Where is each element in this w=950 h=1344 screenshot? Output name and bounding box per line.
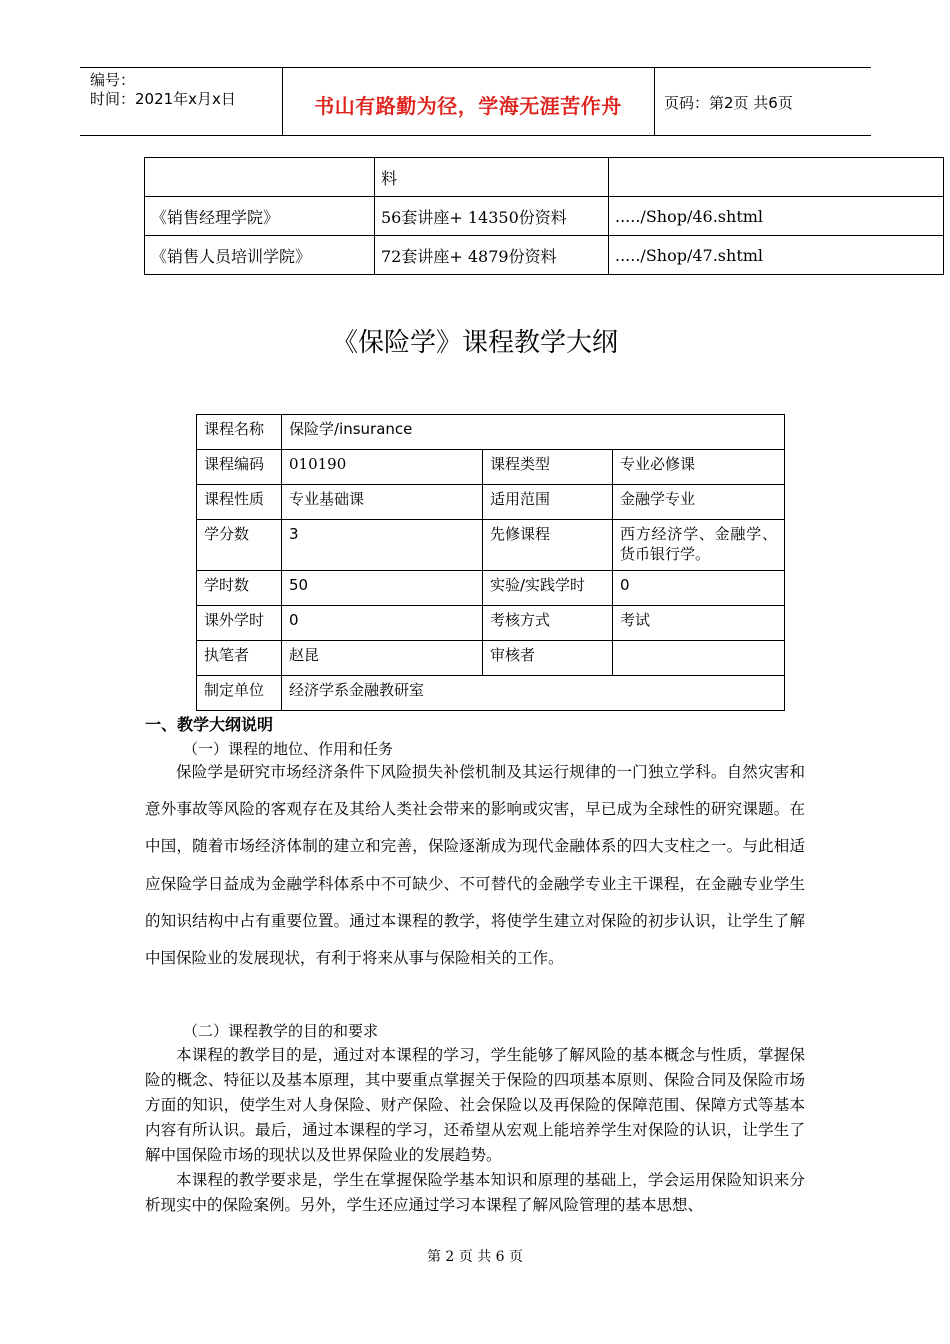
course-lab-value: 0 [613,571,785,606]
header-bottom-rule [80,135,871,136]
course-lab-label: 实验/实践学时 [483,571,613,606]
paragraph-1: 保险学是研究市场经济条件下风险损失补偿机制及其运行规律的一门独立学科。自然灾害和意外事故等风险的客观存在及其给人类社会带来的影响或灾害，早已成为全球性的研究课题。在中国，随着市场经济体制的建立和完善，保险逐渐成为现代金融体系的四大支柱之一。与此相适应保险学日益成为金融学科体系中不可缺少、不可替代的金融学专业主干课程，在金融专业学生的知识结构中占有重要位置。通过本课程的教学，将使学生建立对保险的初步认识，让学生了解中国保险业的发展现状，有利于将来从事与保险相关的工作。 [145,763,805,968]
table-row [197,485,785,520]
course-exam-label: 考核方式 [483,606,613,641]
course-reviewer-label: 审核者 [483,641,613,676]
resource-url[interactable] [609,158,944,197]
resource-desc: 56套讲座+ 14350份资料 [375,197,609,236]
course-credits-label: 学分数 [197,520,282,571]
resource-desc: 72套讲座+ 4879份资料 [375,236,609,275]
course-info-table [196,414,785,711]
table-row [197,520,785,571]
course-code-value: 010190 [282,450,483,485]
table-row [197,676,785,711]
resource-name: 《销售经理学院》 [145,197,375,236]
table-row [145,158,944,197]
course-name-value: 保险学/insurance [282,415,785,450]
resource-name: 《销售人员培训学院》 [145,236,375,275]
subsection-heading-1: （一）课程的地位、作用和任务 [183,740,394,758]
section-heading: 一、教学大纲说明 [145,715,274,734]
table-row [145,197,944,236]
page-footer: 第 2 页 共 6 页 [426,1249,524,1265]
course-unit-value: 经济学系金融教研室 [282,676,785,711]
course-scope-label: 适用范围 [483,485,613,520]
header-top-rule [80,67,871,68]
page-code: 页码：第2页 共6页 [664,94,793,112]
course-nature-label: 课程性质 [197,485,282,520]
table-row [197,450,785,485]
resource-name [145,158,375,197]
course-scope-value: 金融学专业 [613,485,785,520]
course-hours-value: 50 [282,571,483,606]
paragraph-2: 本课程的教学目的是，通过对本课程的学习，学生能够了解风险的基本概念与性质，掌握保险的概念、特征以及基本原理，其中要重点掌握关于保险的四项基本原则、保险合同及保险市场方面的知识，使学生对人身保险、财产保险、社会保险以及再保险的保障范围、保障方式等基本内容有所认识。最后，通过本课程的学习，还希望从宏观上能培养学生对保险的认识，让学生了解中国保险市场的现状以及世界保险业的发展趋势。 [145,1046,805,1164]
table-row [197,641,785,676]
page-title: 《保险学》课程教学大纲 [331,328,618,358]
course-reviewer-value [613,641,785,676]
course-prereq-label: 先修课程 [483,520,613,571]
course-type-label: 课程类型 [483,450,613,485]
course-exam-value: 考试 [613,606,785,641]
course-unit-label: 制定单位 [197,676,282,711]
table-row [145,236,944,275]
course-nature-value: 专业基础课 [282,485,483,520]
header-divider-right [654,67,655,135]
table-row [197,415,785,450]
subsection-heading-2: （二）课程教学的目的和要求 [183,1022,379,1040]
course-author-label: 执笔者 [197,641,282,676]
doc-number-label: 编号： [90,71,136,89]
course-prereq-value: 西方经济学、金融学、货币银行学。 [613,520,785,571]
resource-url[interactable]: ...../Shop/47.shtml [609,236,944,275]
course-code-label: 课程编码 [197,450,282,485]
resource-url[interactable]: ...../Shop/46.shtml [609,197,944,236]
course-extra-label: 课外学时 [197,606,282,641]
course-hours-label: 学时数 [197,571,282,606]
resource-link-table [144,157,944,275]
doc-time-label: 时间：2021年x月x日 [90,90,236,108]
paragraph-3: 本课程的教学要求是，学生在掌握保险学基本知识和原理的基础上，学会运用保险知识来分析现实中的保险案例。另外，学生还应通过学习本课程了解风险管理的基本思想、 [145,1171,805,1214]
resource-desc: 料 [375,158,609,197]
course-type-value: 专业必修课 [613,450,785,485]
course-extra-value: 0 [282,606,483,641]
header-slogan: 书山有路勤为径，学海无涯苦作舟 [314,94,622,118]
table-row [197,571,785,606]
table-row [197,606,785,641]
course-author-value: 赵昆 [282,641,483,676]
course-credits-value: 3 [282,520,483,571]
course-name-label: 课程名称 [197,415,282,450]
